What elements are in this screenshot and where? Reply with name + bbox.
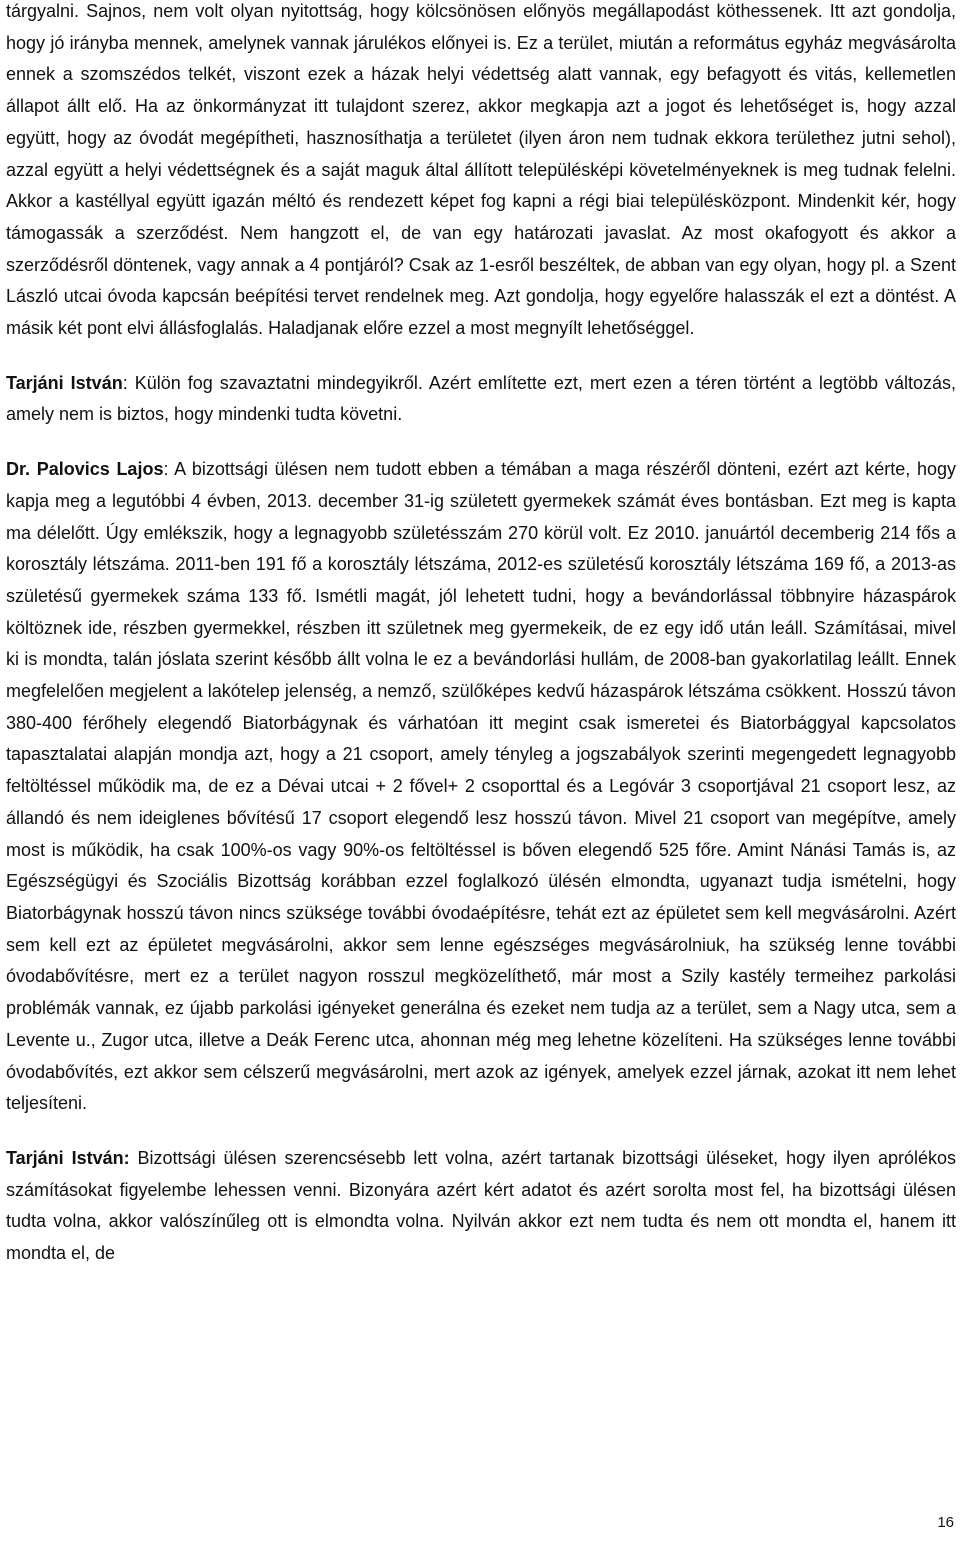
paragraph-continued-discussion: tárgyalni. Sajnos, nem volt olyan nyitottság, hogy kölcsönösen előnyös megállapodást köthessenek. Itt azt gondolja, hogy jó irányba mennek, amelynek vannak járulékos előnyei is. Ez a terület, miután a református egyház megvásárolta ennek a szomszédos telkét, viszont ezek a házak helyi védettség alatt vannak, egy befagyott és vitás, kellemetlen állapot állt elő. Ha az önkormányzat itt tulajdont szerez, akkor megkapja azt a jogot és lehetőséget is, hogy azzal együtt, hogy az óvodát megépítheti, hasznosíthatja a területet (ilyen áron nem tudnak ekkora területhez jutni sehol), azzal együtt a helyi védettségnek és a saját maguk által állított településképi követelményeknek is meg tudnak felelni. Akkor a kastéllyal együtt igazán méltó és rendezett képet fog kapni a régi biai településközpont. Mindenkit kér, hogy támogassák a szerződést. Nem hangzott el, de van egy határozati javaslat. Az most okafogyott és akkor a szerződésről döntenek, vagy annak a 4 pontjáról? Csak az 1-esről beszéltek, de abban van egy olyan, hogy pl. a Szent László utcai óvoda kapcsán beépítési tervet rendelnek meg. Azt gondolja, hogy egyelőre halasszák el ezt a döntést. A másik két pont elvi állásfoglalás. Haladjanak előre ezzel a most megnyílt lehetőséggel. <box>6 1 956 339</box>
speaker-separator: : <box>122 372 128 393</box>
paragraph-palovics <box>6 454 956 1120</box>
speech-text: A bizottsági ülésen nem tudott ebben a témában a maga részéről dönteni, ezért azt kérte, hogy kapja meg a legutóbbi 4 évben, 2013. december 31-ig született gyermekek számát éves bontásban. Ezt meg is kapta ma délelőtt. Úgy emlékszik, hogy a legnagyobb születésszám 270 körül volt. Ez 2010. januártól decemberig 214 fős a korosztály létszáma. 2011-ben 191 fő a korosztály létszáma, 2012-es születésű korosztály létszáma 169 fő, a 2013-as születésű gyermekek száma 133 fő. Ismétli magát, jól lehetett tudni, hogy a bevándorlással többnyire házaspárok költöznek ide, részben gyermekkel, részben itt születnek meg gyermekeik, de ez egy idő után leáll. Számításai, mivel ki is mondta, talán jóslata szerint később állt volna le ez a bevándorlási hullám, de 2008-ban gyakorlatilag leállt. Ennek megfelelően megjelent a lakótelep jelenség, a nemző, szülőképes kedvű házaspárok létszáma csökkent. Hosszú távon 380-400 férőhely elegendő Biatorbágynak és várhatóan itt megint csak ismeretei és Biatorbággyal kapcsolatos tapasztalatai alapján mondja azt, hogy a 21 csoport, amely tényleg a jogszabályok szerinti megengedett legnagyobb feltöltéssel működik ma, de ez a Dévai utcai + 2 fővel+ 2 csoporttal és a Legóvár 3 csoportjával 21 csoport lesz, az állandó és nem ideiglenes bővítésű 17 csoport elegendő lesz hosszú távon. Mivel 21 csoport van megépítve, amely most is működik, ha csak 100%-os vagy 90%-os feltöltéssel is bőven elegendő 525 főre. Amint Nánási Tamás is, az Egészségügyi és Szociális Bizottság korábban ezzel foglalkozó ülésén elmondta, ugyanazt tudja ismételni, hogy Biatorbágynak hosszú távon nincs szüksége további óvodaépítésre, tehát ezt az épületet sem kell megvásárolni. Azért sem kell ezt az épületet megvásárolni, akkor sem lenne egészséges megvásárolniuk, ha szükség lenne további óvodabővítésre, mert ez a terület nagyon rosszul megközelíthető, már most a Szily kastély termeihez parkolási problémák vannak, ez újabb parkolási igényeket generálna és ezeket nem tudja az a terület, sem a Nagy utca, sem a Levente u., Zugor utca, illetve a Deák Ferenc utca, ahonnan még meg lehetne közelíteni. Ha szükséges lenne további óvodabővítés, ezt akkor sem célszerű megvásárolni, mert azok az igények, amelyek ezzel járnak, azokat itt nem lehet teljesíteni. <box>6 459 956 1114</box>
page-number: 16 <box>937 1514 954 1531</box>
speaker-name: Dr. Palovics Lajos <box>6 459 164 480</box>
speaker-name: Tarjáni István <box>6 372 123 393</box>
speaker-name: Tarjáni István: <box>6 1147 130 1168</box>
paragraph-tarjani-1 <box>6 368 956 431</box>
speech-text: Külön fog szavaztatni mindegyikről. Azért említette ezt, mert ezen a téren történt a legtöbb változás, amely nem is biztos, hogy mindenki tudta követni. <box>6 372 956 425</box>
speech-text: Bizottsági ülésen szerencsésebb lett volna, azért tartanak bizottsági üléseket, hogy ilyen aprólékos számításokat figyelembe lehessen venni. Bizonyára azért kért adatot és azért sorolta most fel, ha bizottsági ülésen tudta volna, akkor valószínűleg ott is elmondta volna. Nyilván akkor ezt nem tudta és nem ott mondta el, hanem itt mondta el, de <box>6 1147 957 1264</box>
paragraph-tarjani-2 <box>6 1143 956 1270</box>
document-page <box>6 0 956 1270</box>
speaker-separator: : <box>163 459 169 480</box>
